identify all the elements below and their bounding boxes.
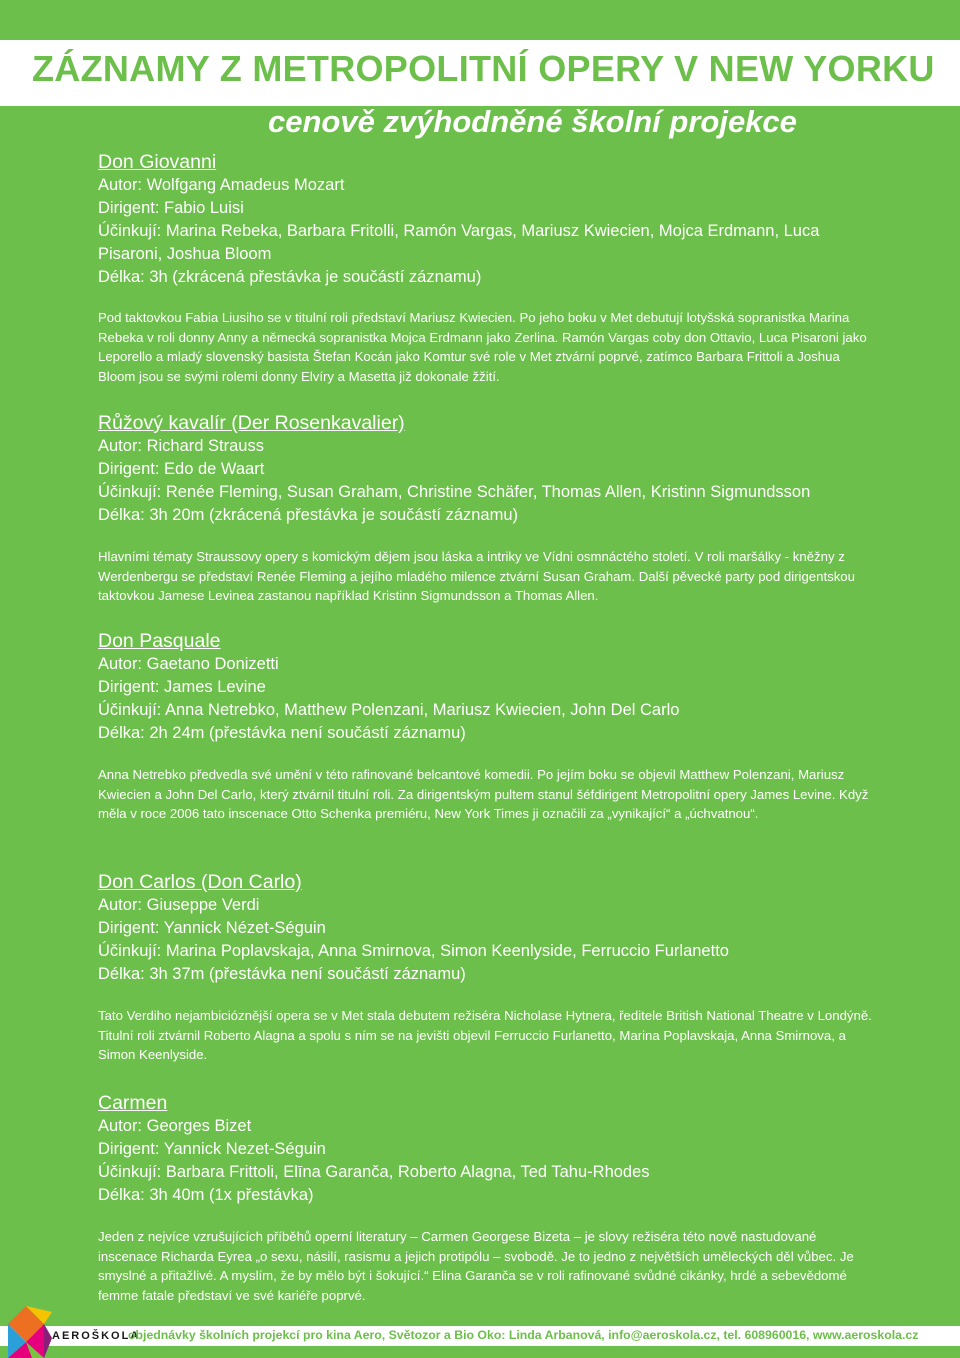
opera-cast: Účinkují: Anna Netrebko, Matthew Polenzani, Mariusz Kwiecien, John Del Carlo [98,701,680,719]
logo-text: AEROŠKOLA [52,1330,141,1342]
opera-conductor: Dirigent: Fabio Luisi [98,199,244,217]
opera-title: Don Giovanni [98,151,217,173]
opera-entry [98,150,878,386]
opera-author: Autor: Gaetano Donizetti [98,655,279,673]
opera-description: Pod taktovkou Fabia Liusiho se v titulní roli představí Mariusz Kwiecien. Po jeho boku v Met debutují lotyšská sopranistka Marina Rebeka v roli donny Anny a německá sopranistka Mojca Erdmann jako Zerlina. Ramón Vargas coby don Ottavio, Luca Pisaroni jako Leporello a mladý slovenský basista Štefan Kocán jako Komtur své role v Met ztvární poprvé, zatímco Barbara Frittoli a Joshua Bloom jsou se svými rolemi donny Elvíry a Masetta již dokonale žžití. [98,310,867,384]
opera-conductor: Dirigent: Edo de Waart [98,460,265,478]
page-title: ZÁZNAMY Z METROPOLITNÍ OPERY V NEW YORKU [32,48,935,89]
opera-conductor: Dirigent: Yannick Nezet-Séguin [98,1140,326,1158]
opera-cast: Účinkují: Marina Poplavskaja, Anna Smirnova, Simon Keenlyside, Ferruccio Furlanetto [98,942,729,960]
footer-contact: objednávky školních projekcí pro kina Aero, Světozor a Bio Oko: Linda Arbanová, info@aeroskola.cz, tel. 608960016, www.aeroskola.cz [128,1328,919,1342]
opera-title: Růžový kavalír (Der Rosenkavalier) [98,412,405,434]
opera-duration: Délka: 3h 20m (zkrácená přestávka je součástí záznamu) [98,506,519,524]
opera-duration: Délka: 3h (zkrácená přestávka je součástí záznamu) [98,268,482,286]
opera-conductor: Dirigent: James Levine [98,678,266,696]
opera-title: Don Pasquale [98,630,221,652]
opera-duration: Délka: 2h 24m (přestávka není součástí záznamu) [98,724,466,742]
opera-title: Carmen [98,1092,168,1114]
opera-cast: Účinkují: Barbara Frittoli, Elīna Garanča, Roberto Alagna, Ted Tahu-Rhodes [98,1163,650,1181]
opera-description: Tato Verdiho nejambicióznější opera se v Met stala debutem režiséra Nicholase Hytnera, ředitele British National Theatre v Londýně. Titulní roli ztvárnil Roberto Alagna a spolu s ním se na jevišti objevil Ferruccio Furlanetto, Marina Poplavskaja, Anna Smirnova, a Simon Keenlyside. [98,1008,872,1062]
opera-author: Autor: Richard Strauss [98,437,264,455]
opera-entry [98,870,878,1065]
opera-duration: Délka: 3h 40m (1x přestávka) [98,1186,314,1204]
opera-title: Don Carlos (Don Carlo) [98,871,302,893]
opera-entry [98,1091,878,1305]
opera-cast: Účinkují: Marina Rebeka, Barbara Fritolli, Ramón Vargas, Mariusz Kwiecien, Mojca Erdmann, Luca Pisaroni, Joshua Bloom [98,222,820,263]
opera-author: Autor: Giuseppe Verdi [98,896,260,914]
opera-cast: Účinkují: Renée Fleming, Susan Graham, Christine Schäfer, Thomas Allen, Kristinn Sigmundsson [98,483,811,501]
opera-author: Autor: Georges Bizet [98,1117,252,1135]
opera-description: Jeden z nejvíce vzrušujících příběhů operní literatury – Carmen Georgese Bizeta – je slovy režiséra této nově nastudované inscenace Richarda Eyrea „o sexu, násilí, rasismu a jejich protipólu – svobodě. Je to jedno z největších uměleckých děl vůbec. Je smyslné a přitažlivé. A myslím, že by mělo být i šokující.“ Elina Garanča se v roli rafinované svůdné cikánky, hrdé a sebevědomé femme fatale představí ve své kariéře poprvé. [98,1229,854,1303]
opera-conductor: Dirigent: Yannick Nézet-Séguin [98,919,326,937]
opera-author: Autor: Wolfgang Amadeus Mozart [98,176,345,194]
opera-entry [98,629,878,824]
opera-entry [98,411,878,606]
opera-description: Anna Netrebko předvedla své umění v této rafinované belcantové komedii. Po jejím boku se objevil Matthew Polenzani, Mariusz Kwiecien a John Del Carlo, který ztvárnil titulní roli. Za dirigentským pultem stanul šéfdirigent Metropolitní opery James Levine. Když měla v roce 2006 tato inscenace Otto Schenka premiéru, New York Times ji označili za „vynikající“ a „úchvatnou“. [98,767,869,821]
opera-duration: Délka: 3h 37m (přestávka není součástí záznamu) [98,965,466,983]
opera-description: Hlavními tématy Straussovy opery s komickým dějem jsou láska a intriky ve Vídni osmnáctého století. V roli maršálky - kněžny z Werdenbergu se představí Renée Fleming a jejího mladého milence ztvární Susan Graham. Další pěvecké party pod dirigentskou taktovkou Jamese Levinea zastanou například Kristinn Sigmundsson a Thomas Allen. [98,549,855,603]
page-subtitle: cenově zvýhodněné školní projekce [268,104,797,139]
